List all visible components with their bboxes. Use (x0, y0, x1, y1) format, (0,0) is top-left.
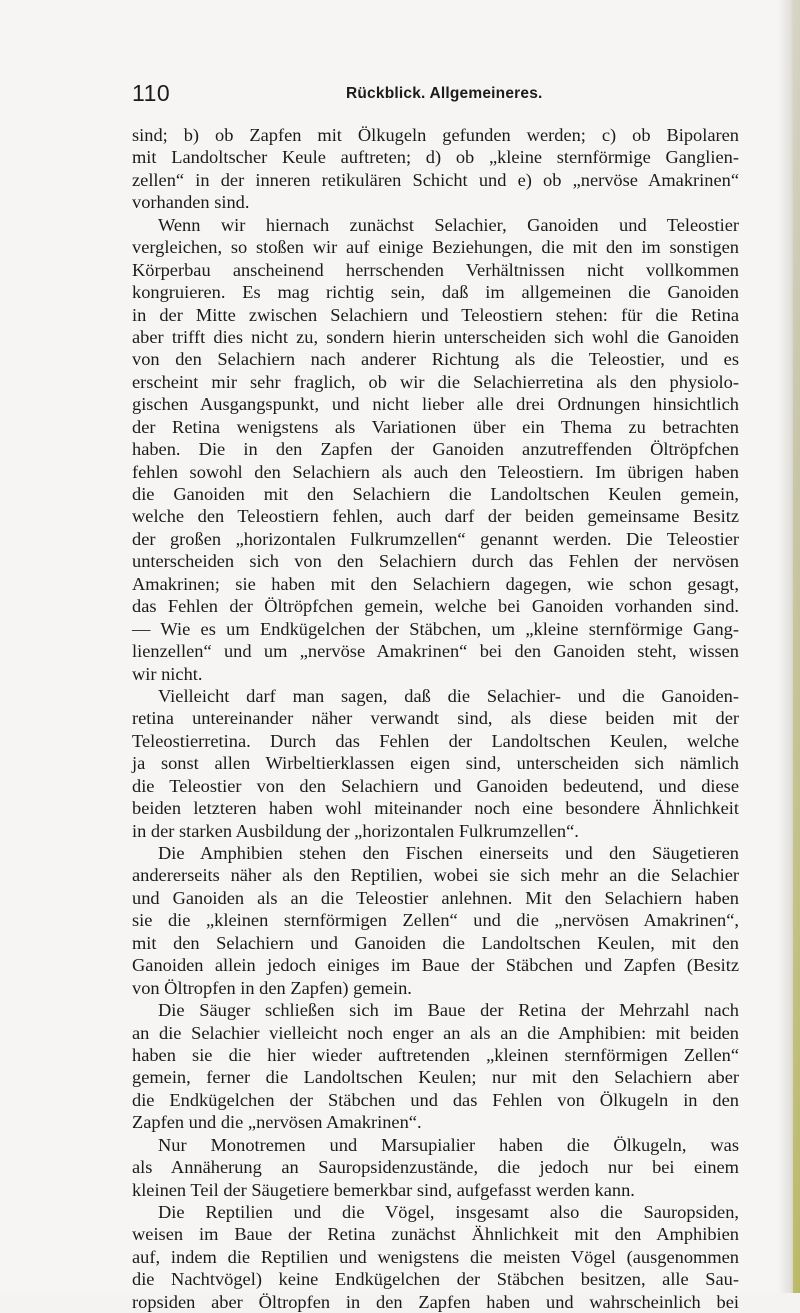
text-line: welche den Teleostiern fehlen, auch darf der beiden gemeinsame Besitz (132, 506, 739, 527)
text-line: das Fehlen der Öltröpfchen gemein, welche bei Ganoiden vorhanden sind. (132, 596, 739, 617)
text-line: die Nachtvögel) keine Endkügelchen der Stäbchen besitzen, alle Sau- (132, 1269, 739, 1290)
text-line: auf, indem die Reptilien und wenigstens die meisten Vögel (ausgenommen (132, 1246, 739, 1267)
text-line: Die Säuger schließen sich im Baue der Retina der Mehrzahl nach (158, 1000, 739, 1021)
text-line: erscheint mir sehr fraglich, ob wir die Selachierretina als den physiolo- (132, 371, 739, 392)
text-line: in der Mitte zwischen Selachiern und Teleostiern stehen: für die Retina (132, 304, 739, 325)
text-line: gischen Ausgangspunkt, und nicht lieber alle drei Ordnungen hinsichtlich (132, 394, 739, 415)
text-line: haben sie die hier wieder auftretenden „kleinen sternförmigen Zellen“ (132, 1044, 739, 1065)
text-line: der großen „horizontalen Fulkrumzellen“ genannt werden. Die Teleostier (132, 528, 739, 549)
text-line: in der starken Ausbildung der „horizontalen Fulkrumzellen“. (132, 820, 579, 841)
text-line: wir nicht. (132, 663, 203, 684)
text-line: Die Reptilien und die Vögel, insgesamt also die Sauropsiden, (158, 1202, 739, 1222)
text-line: von Öltropfen in den Zapfen) gemein. (132, 977, 412, 998)
text-line: lienzellen“ und um „nervöse Amakrinen“ bei den Ganoiden steht, wissen (132, 641, 739, 662)
text-line: sie die „kleinen sternförmigen Zellen“ und die „nervösen Amakrinen“, (132, 910, 739, 931)
text-line: die Ganoiden mit den Selachiern die Landoltschen Keulen gemein, (132, 484, 739, 504)
text-line: sind; b) ob Zapfen mit Ölkugeln gefunden werden; c) ob Bipolaren (132, 125, 739, 145)
text-line: gemein, ferner die Landoltschen Keulen; nur mit den Selachiern aber (132, 1067, 739, 1088)
text-line: vergleichen, so stoßen wir auf einige Beziehungen, die mit den im sonstigen (132, 237, 739, 258)
text-line: kongruieren. Es mag richtig sein, daß im allgemeinen die Ganoiden (132, 282, 739, 303)
text-line: ropsiden aber Öltropfen in den Zapfen haben und wahrscheinlich bei (132, 1291, 739, 1312)
text-line: von den Selachiern nach anderer Richtung als die Teleostier, und es (132, 349, 739, 370)
text-line: der Retina wenigstens als Variationen über ein Thema zu betrachten (132, 416, 739, 437)
text-line: Zapfen und die „nervösen Amakrinen“. (132, 1112, 422, 1133)
running-head: Rückblick. Allgemeineres. (346, 85, 543, 102)
text-line: als Annäherung an Sauropsidenzustände, die jedoch nur bei einem (132, 1157, 739, 1178)
text-line: haben. Die in den Zapfen der Ganoiden anzutreffenden Öltröpfchen (132, 439, 739, 460)
text-line: aber trifft dies nicht zu, sondern hierin unterscheiden sich wohl die Ganoiden (132, 326, 739, 347)
text-line: andererseits näher als den Reptilien, wobei sie sich mehr an die Selachier (132, 865, 739, 886)
text-line: die Endkügelchen der Stäbchen und das Fehlen von Ölkugeln in den (132, 1089, 739, 1110)
text-line: Nur Monotremen und Marsupialier haben die Ölkugeln, was (158, 1134, 739, 1155)
text-line: die Teleostier von den Selachiern und Ganoiden bedeutend, und diese (132, 775, 739, 796)
text-line: Die Amphibien stehen den Fischen einerseits und den Säugetieren (158, 843, 739, 863)
page-edge-strip (793, 0, 800, 1293)
text-line: an die Selachier vielleicht noch enger an als an die Amphibien: mit beiden (132, 1022, 739, 1043)
text-line: zellen“ in der inneren retikulären Schicht und e) ob „nervöse Amakrinen“ (132, 169, 739, 190)
page-number: 110 (132, 80, 171, 106)
text-line: Vielleicht darf man sagen, daß die Selachier- und die Ganoiden- (158, 685, 739, 706)
text-line: unterscheiden sich von den Selachiern durch das Fehlen der nervösen (132, 551, 739, 572)
text-line: ja sonst allen Wirbeltierklassen eigen sind, unterscheiden sich nämlich (132, 753, 739, 774)
text-line: vorhanden sind. (132, 192, 250, 213)
text-line: Körperbau anscheinend herrschenden Verhältnissen nicht vollkommen (132, 259, 739, 280)
text-line: Wenn wir hiernach zunächst Selachier, Ganoiden und Teleostier (158, 214, 739, 235)
text-line: — Wie es um Endkügelchen der Stäbchen, um „kleine sternförmige Gang- (132, 618, 739, 639)
text-line: mit Landoltscher Keule auftreten; d) ob „kleine sternförmige Ganglien- (132, 147, 739, 168)
text-line: Teleostierretina. Durch das Fehlen der Landoltschen Keulen, welche (132, 730, 739, 751)
text-line: weisen im Baue der Retina zunächst Ähnlichkeit mit den Amphibien (132, 1224, 739, 1245)
text-line: beiden letzteren haben wohl miteinander noch eine besondere Ähnlichkeit (132, 798, 739, 819)
text-line: mit den Selachiern und Ganoiden die Landoltschen Keulen, mit den (132, 932, 739, 953)
text-line: kleinen Teil der Säugetiere bemerkbar sind, aufgefasst werden kann. (132, 1179, 635, 1200)
text-line: und Ganoiden als an die Teleostier anlehnen. Mit den Selachiern haben (132, 887, 739, 908)
text-line: Amakrinen; sie haben mit den Selachiern dagegen, wie schon gesagt, (132, 573, 739, 594)
text-line: retina untereinander näher verwandt sind, als diese beiden mit der (132, 708, 739, 729)
text-line: Ganoiden allein jedoch einiges im Baue der Stäbchen und Zapfen (Besitz (132, 955, 739, 976)
body-text (132, 124, 739, 1313)
page-header (132, 80, 737, 116)
text-line: fehlen sowohl den Selachiern als auch den Teleostiern. Im übrigen haben (132, 461, 739, 482)
